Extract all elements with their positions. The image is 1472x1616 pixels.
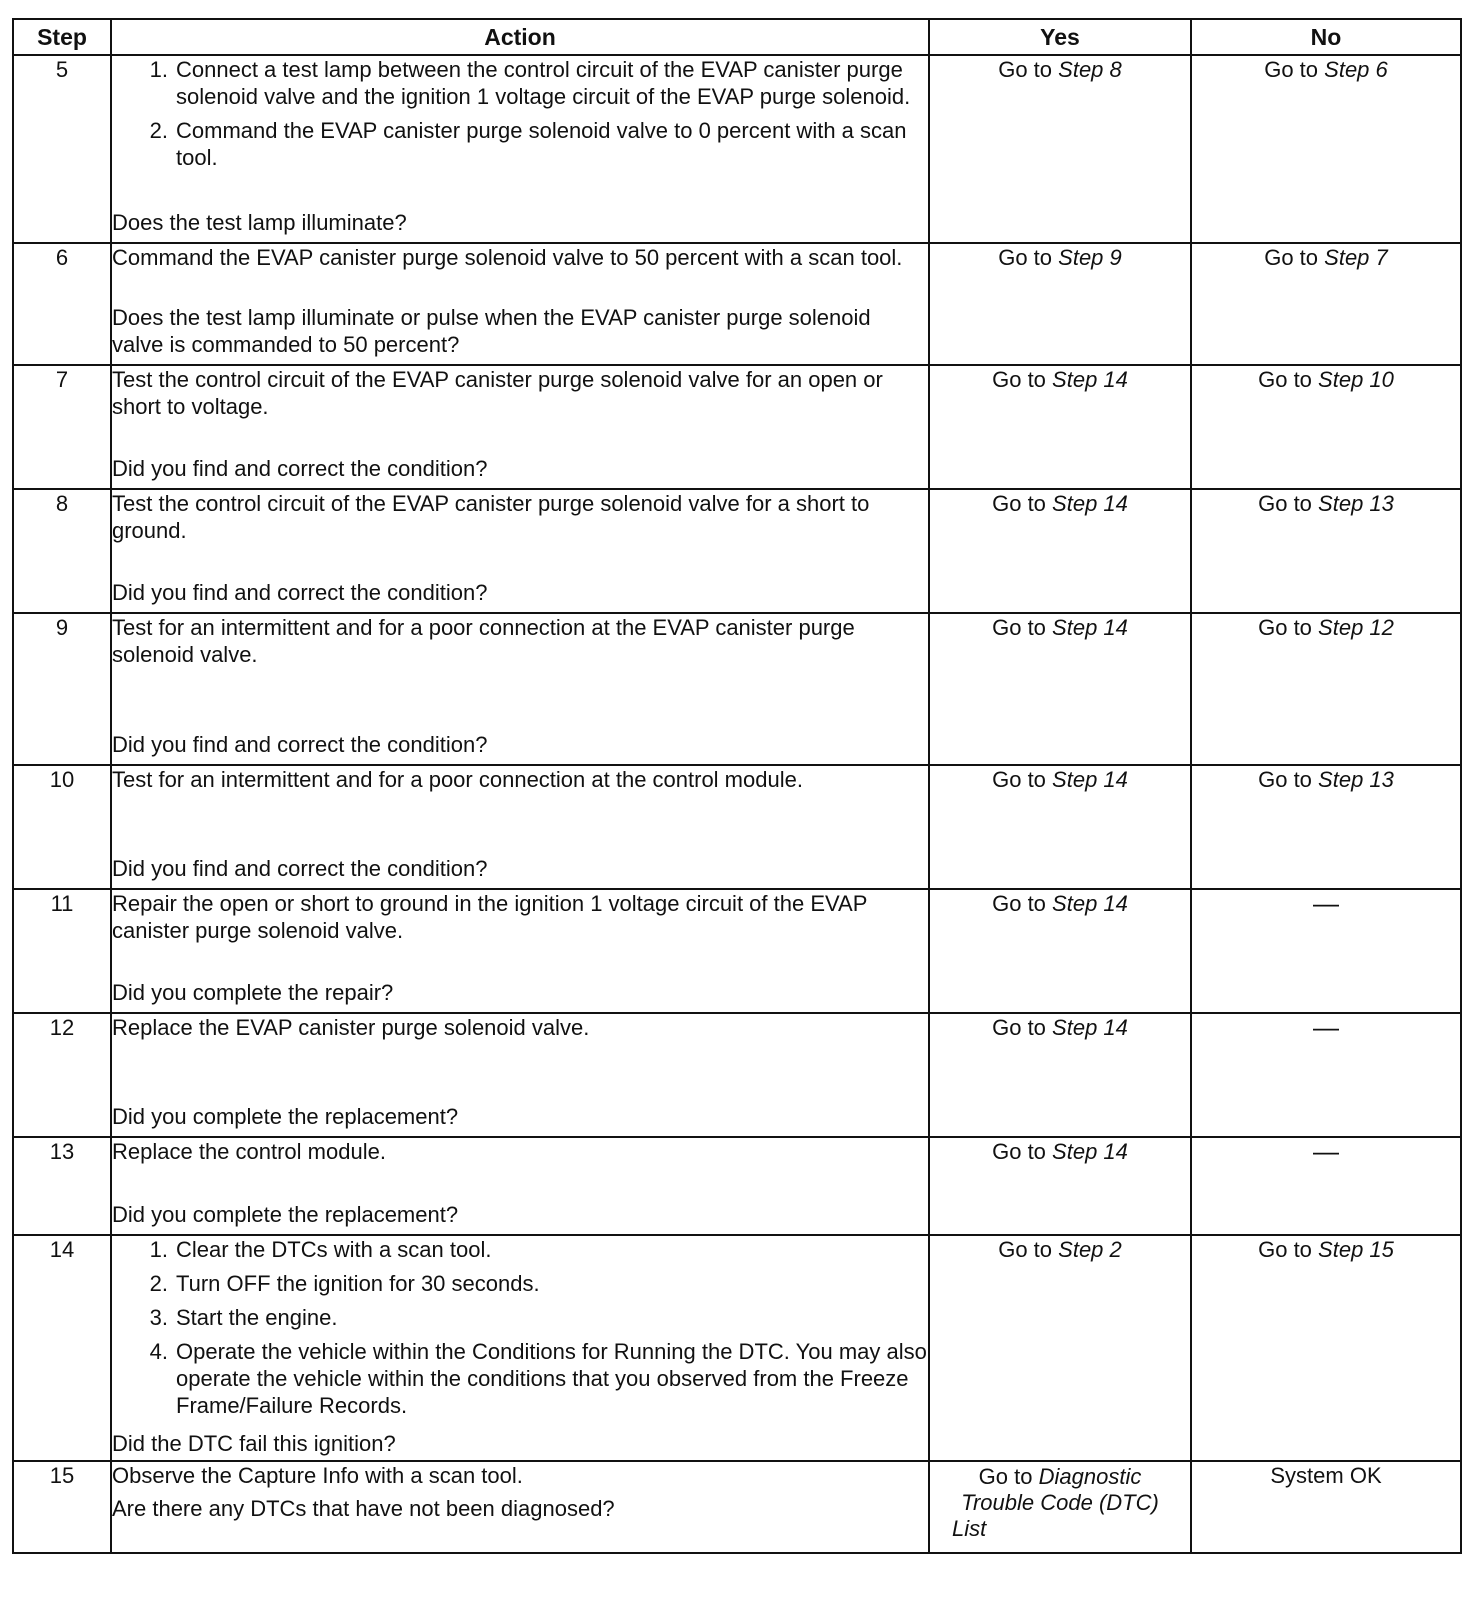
yes-step-link[interactable]: Step 14 xyxy=(1052,615,1128,640)
step-number: 14 xyxy=(13,1235,111,1461)
table-row-step-10 xyxy=(13,765,1461,889)
header-no: No xyxy=(1191,19,1461,55)
step-number: 5 xyxy=(13,55,111,243)
header-row xyxy=(13,19,1461,55)
instruction-text: Test the control circuit of the EVAP canister purge solenoid valve for a short to ground. xyxy=(112,491,870,543)
no-step-link[interactable]: Step 6 xyxy=(1324,57,1388,82)
instruction-text: Test for an intermittent and for a poor connection at the control module. xyxy=(112,767,803,792)
instruction-text: Replace the EVAP canister purge solenoid valve. xyxy=(112,1015,590,1040)
yes-step-link[interactable]: Step 14 xyxy=(1052,891,1128,916)
yes-result: Go to Step 14 xyxy=(929,489,1191,613)
substep: 1. Clear the DTCs with a scan tool. xyxy=(149,1237,492,1262)
table-row-step-15 xyxy=(13,1461,1461,1553)
step-number: 10 xyxy=(13,765,111,889)
question-text: Did you find and correct the condition? xyxy=(112,856,488,881)
no-result xyxy=(1191,1137,1461,1235)
no-step-link[interactable]: Step 13 xyxy=(1318,767,1394,792)
step-number: 13 xyxy=(13,1137,111,1235)
substep: 2. Command the EVAP canister purge solenoid valve to 0 percent with a scan tool. xyxy=(149,118,907,170)
yes-result: Go to Step 9 xyxy=(929,243,1191,365)
no-result: Go to Step 6 xyxy=(1191,55,1461,243)
table-row-step-6 xyxy=(13,243,1461,365)
question-text: Does the test lamp illuminate or pulse when the EVAP canister purge solenoid valve is commanded to 50 percent? xyxy=(112,305,871,357)
no-result xyxy=(1191,1013,1461,1137)
dtc-list-link-line3[interactable]: List xyxy=(952,1516,987,1541)
no-result: Go to Step 10 xyxy=(1191,365,1461,489)
system-ok-text: System OK xyxy=(1270,1463,1382,1488)
yes-result: Go to Diagnostic Trouble Code (DTC) List xyxy=(929,1461,1191,1553)
yes-result: Go to Step 14 xyxy=(929,1013,1191,1137)
diagnostic-table xyxy=(12,18,1462,1554)
action-cell xyxy=(111,243,929,365)
yes-step-link[interactable]: Step 14 xyxy=(1052,1015,1128,1040)
yes-step-link[interactable]: Step 14 xyxy=(1052,1139,1128,1164)
no-result-dash: — xyxy=(1313,888,1339,918)
question-text: Did you complete the repair? xyxy=(112,980,394,1005)
table-row-step-9 xyxy=(13,613,1461,765)
no-step-link[interactable]: Step 12 xyxy=(1318,615,1394,640)
yes-result: Go to Step 14 xyxy=(929,613,1191,765)
substep: 4. Operate the vehicle within the Conditions for Running the DTC. You may also operate the vehicle within the conditions that you observed from the Freeze Frame/Failure Records. xyxy=(149,1339,927,1418)
action-cell xyxy=(111,55,929,243)
no-step-link[interactable]: Step 15 xyxy=(1318,1237,1394,1262)
no-result: Go to Step 7 xyxy=(1191,243,1461,365)
yes-result: Go to Step 14 xyxy=(929,765,1191,889)
yes-result: Go to Step 14 xyxy=(929,365,1191,489)
no-result: Go to Step 13 xyxy=(1191,765,1461,889)
step-number: 12 xyxy=(13,1013,111,1137)
table-row-step-5 xyxy=(13,55,1461,243)
header-action: Action xyxy=(111,19,929,55)
yes-result: Go to Step 8 xyxy=(929,55,1191,243)
question-text: Are there any DTCs that have not been diagnosed? xyxy=(112,1496,615,1521)
yes-step-link[interactable]: Step 14 xyxy=(1052,767,1128,792)
dtc-list-link-line2[interactable]: Trouble Code (DTC) xyxy=(961,1490,1159,1515)
question-text: Did you find and correct the condition? xyxy=(112,456,488,481)
question-text: Did you find and correct the condition? xyxy=(112,580,488,605)
no-result: Go to Step 13 xyxy=(1191,489,1461,613)
table-row-step-14 xyxy=(13,1235,1461,1461)
table-row-step-12 xyxy=(13,1013,1461,1137)
step-number: 6 xyxy=(13,243,111,365)
table-row-step-8 xyxy=(13,489,1461,613)
no-step-link[interactable]: Step 13 xyxy=(1318,491,1394,516)
yes-step-link[interactable]: Step 14 xyxy=(1052,367,1128,392)
step-number: 9 xyxy=(13,613,111,765)
question-text: Does the test lamp illuminate? xyxy=(112,210,407,235)
yes-result: Go to Step 14 xyxy=(929,1137,1191,1235)
table-row-step-11 xyxy=(13,889,1461,1013)
instruction-text: Replace the control module. xyxy=(112,1139,386,1164)
yes-result: Go to Step 2 xyxy=(929,1235,1191,1461)
action-cell xyxy=(111,1235,929,1461)
table-row-step-13 xyxy=(13,1137,1461,1235)
substep: 1. Connect a test lamp between the control circuit of the EVAP canister purge solenoid valve and the ignition 1 voltage circuit of the EVAP purge solenoid. xyxy=(149,57,911,109)
instruction-text: Test the control circuit of the EVAP canister purge solenoid valve for an open or short to voltage. xyxy=(112,367,883,419)
header-yes: Yes xyxy=(929,19,1191,55)
action-cell xyxy=(111,489,929,613)
header-step: Step xyxy=(13,19,111,55)
substep-list xyxy=(112,1236,928,1426)
question-text: Did you find and correct the condition? xyxy=(112,732,488,757)
action-cell xyxy=(111,1137,929,1235)
step-number: 15 xyxy=(13,1461,111,1553)
no-result xyxy=(1191,889,1461,1013)
instruction-text: Command the EVAP canister purge solenoid valve to 50 percent with a scan tool. xyxy=(112,245,903,270)
yes-step-link[interactable]: Step 14 xyxy=(1052,491,1128,516)
action-cell xyxy=(111,1461,929,1553)
no-result: Go to Step 12 xyxy=(1191,613,1461,765)
diagnostic-table-page xyxy=(12,18,1460,1554)
action-cell xyxy=(111,365,929,489)
substep: 2. Turn OFF the ignition for 30 seconds. xyxy=(149,1271,540,1296)
instruction-text: Test for an intermittent and for a poor connection at the EVAP canister purge solenoid valve. xyxy=(112,615,855,667)
action-cell xyxy=(111,1013,929,1137)
question-text: Did the DTC fail this ignition? xyxy=(112,1431,396,1456)
instruction-text: Observe the Capture Info with a scan tool. xyxy=(112,1463,523,1488)
yes-step-link[interactable]: Step 2 xyxy=(1058,1237,1122,1262)
step-number: 7 xyxy=(13,365,111,489)
substep-list xyxy=(112,56,928,178)
action-cell xyxy=(111,889,929,1013)
substep: 3. Start the engine. xyxy=(149,1305,338,1330)
instruction-text: Repair the open or short to ground in the ignition 1 voltage circuit of the EVAP canister purge solenoid valve. xyxy=(112,891,867,943)
no-result-dash: — xyxy=(1313,1136,1339,1166)
action-cell xyxy=(111,613,929,765)
action-cell xyxy=(111,765,929,889)
no-step-link[interactable]: Step 10 xyxy=(1318,367,1394,392)
step-number: 8 xyxy=(13,489,111,613)
no-result xyxy=(1191,1461,1461,1553)
question-text: Did you complete the replacement? xyxy=(112,1202,459,1227)
no-result-dash: — xyxy=(1313,1012,1339,1042)
yes-step-link[interactable]: Step 9 xyxy=(1058,245,1122,270)
dtc-list-link[interactable]: Diagnostic xyxy=(1038,1464,1142,1489)
no-step-link[interactable]: Step 7 xyxy=(1324,245,1388,270)
no-result: Go to Step 15 xyxy=(1191,1235,1461,1461)
table-row-step-7 xyxy=(13,365,1461,489)
question-text: Did you complete the replacement? xyxy=(112,1104,459,1129)
yes-step-link[interactable]: Step 8 xyxy=(1058,57,1122,82)
yes-result: Go to Step 14 xyxy=(929,889,1191,1013)
step-number: 11 xyxy=(13,889,111,1013)
